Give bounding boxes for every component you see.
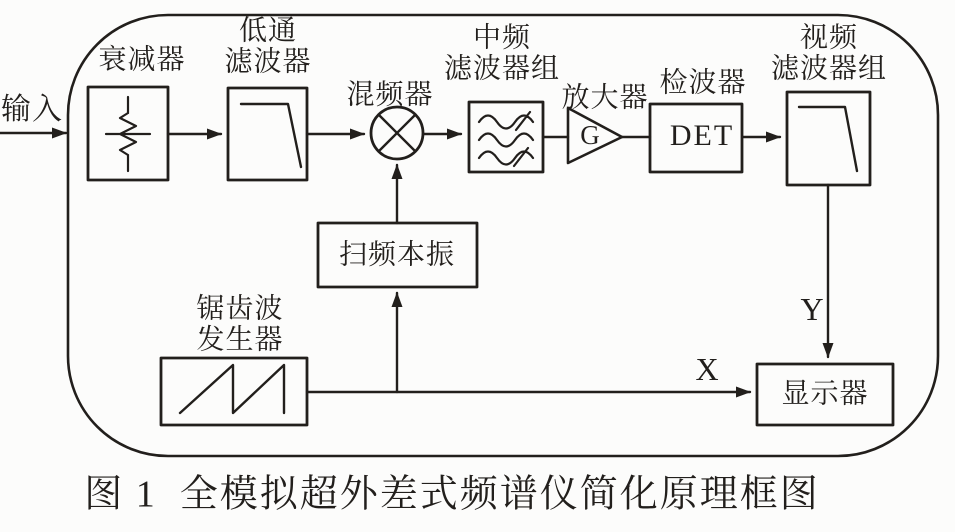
- sawtooth-label-line1: 锯齿波: [196, 293, 284, 325]
- video-filter-label: [771, 23, 887, 86]
- x-signal-label: X: [695, 351, 719, 388]
- lowpass-filter-label: [224, 16, 311, 79]
- lowpass-label-line1: 低通: [238, 15, 298, 47]
- sawtooth-generator-label: [196, 294, 283, 357]
- resistor-icon: [106, 97, 150, 171]
- lowpass-label-line2: 滤波器: [224, 47, 312, 78]
- mixer-cross-icon: [379, 115, 416, 152]
- input-label: 输入: [1, 93, 63, 127]
- if-filter-label-line2: 滤波器组: [443, 54, 561, 85]
- video-filter-label-line2: 滤波器组: [770, 54, 888, 85]
- sawtooth-wave-icon: [180, 365, 284, 413]
- detector-text: DET: [669, 119, 735, 153]
- amplifier-gain-text: G: [580, 119, 600, 150]
- figure-caption: 图 1 全模拟超外差式频谱仪简化原理框图: [84, 473, 820, 516]
- display-label: 显示器: [781, 378, 869, 410]
- amplifier-label: 放大器: [561, 82, 649, 114]
- if-waves-icon: [479, 112, 533, 166]
- video-filter-label-line1: 视频: [799, 22, 859, 54]
- mixer-label: 混频器: [346, 79, 434, 111]
- lowpass-response-icon: [241, 104, 301, 167]
- if-filter-label: [444, 23, 560, 86]
- detector-label: 检波器: [659, 67, 747, 99]
- y-signal-label: Y: [800, 291, 824, 328]
- if-filter-label-line1: 中频: [472, 22, 532, 54]
- attenuator-label: 衰减器: [98, 44, 186, 76]
- video-response-icon: [799, 107, 857, 171]
- sweep-lo-label: 扫频本振: [338, 239, 456, 271]
- sawtooth-label-line2: 发生器: [196, 325, 284, 356]
